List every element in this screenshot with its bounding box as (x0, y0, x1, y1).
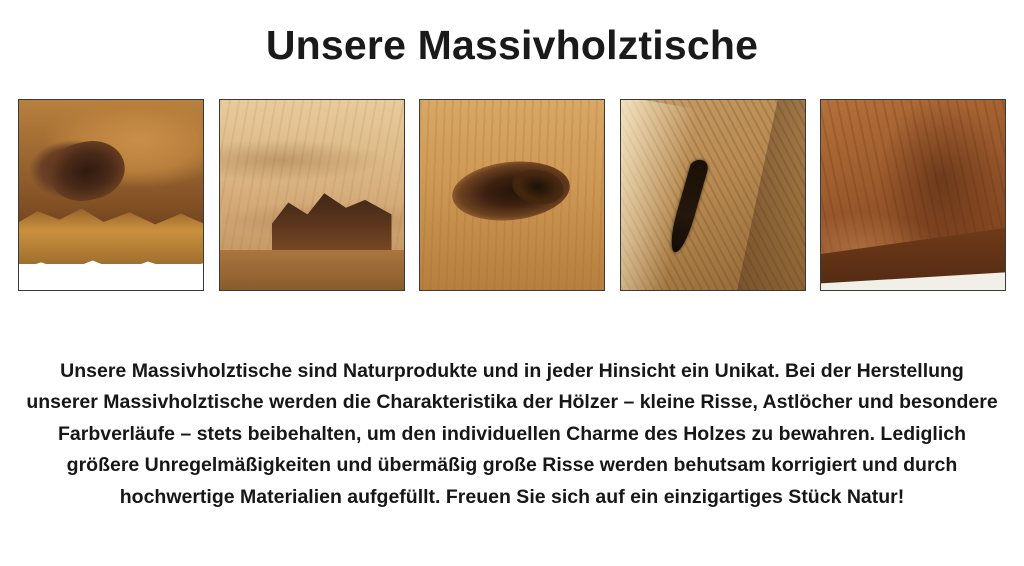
gallery-image-wood-grain-knot (419, 99, 605, 291)
gallery-image-wood-slab-dark-burl (18, 99, 204, 291)
gallery-image-wood-slab-red-brown (820, 99, 1006, 291)
body-paragraph: Unsere Massivholztische sind Naturprodukte und in jeder Hinsicht ein Unikat. Bei der Herstellung unserer Massivholztische werden die Charakteristika der Hölzer – kleine Risse, Astlöcher und besondere Farbverläufe – stets beibehalten, um den individuellen Charme des Holzes zu bewahren. Lediglich größere Unregelmäßigkeiten und übermäßig große Risse werden behutsam korrigiert und durch hochwertige Materialien aufgefüllt. Freuen Sie sich auf ein einzigartiges Stück Natur! (26, 359, 998, 508)
gallery-image-wood-board-filled-crack (620, 99, 806, 291)
image-gallery (18, 99, 1006, 291)
gallery-image-wood-slab-light-live-edge (219, 99, 405, 291)
slab-base (220, 250, 404, 290)
page-title: Unsere Massivholztische (265, 22, 759, 68)
